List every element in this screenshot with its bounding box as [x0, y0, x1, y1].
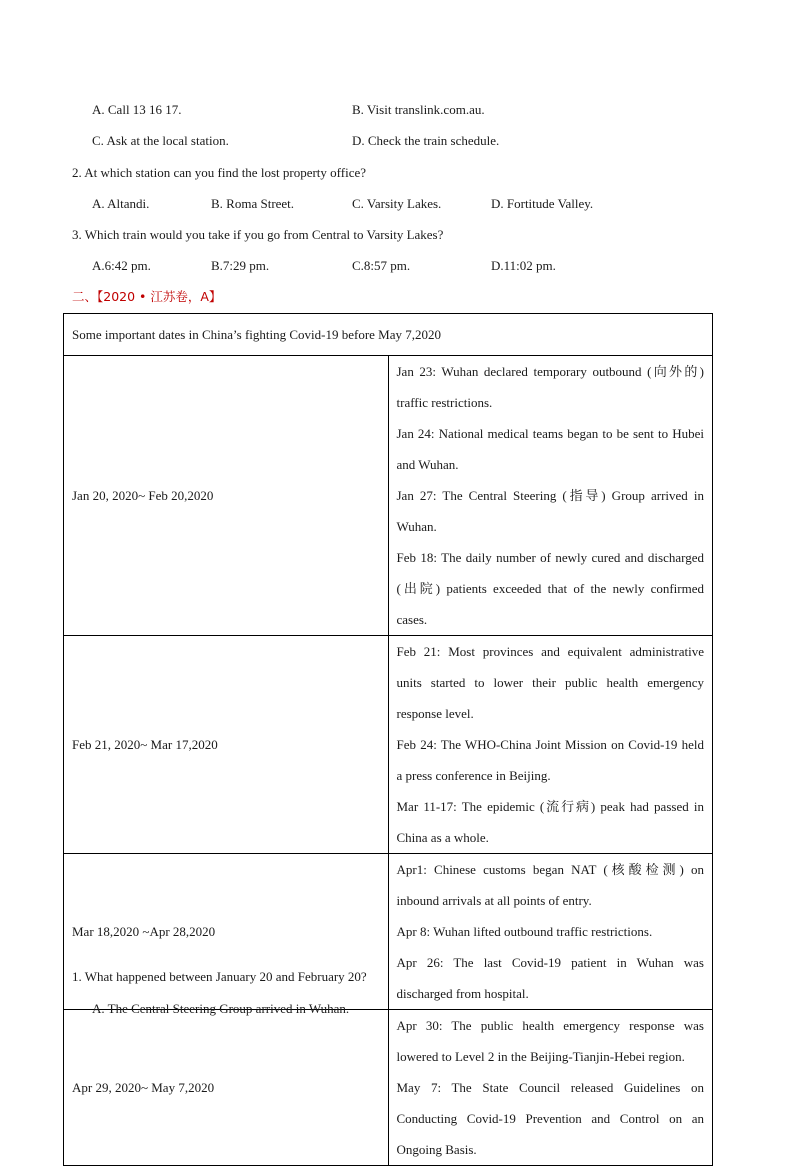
question-2-stem: 2. At which station can you find the lost property office?: [72, 165, 366, 180]
q2-option-b: B. Roma Street.: [211, 196, 295, 211]
option-b: B. Visit translink.com.au.: [352, 102, 485, 117]
q3-option-b: B.7:29 pm.: [211, 258, 270, 273]
event-item: Feb 21: Most provinces and equivalent administrative units started to lower their public health emergency response level.: [396, 644, 704, 721]
table-row: [64, 854, 713, 1010]
event-item: Feb 24: The WHO-China Joint Mission on Covid-19 held a press conference in Beijing.: [396, 737, 704, 783]
question-1-stem: 1. What happened between January 20 and February 20?: [72, 969, 367, 984]
table-caption: Some important dates in China’s fighting Covid-19 before May 7,2020: [64, 314, 713, 356]
events-cell: [388, 854, 713, 1010]
q2-option-a: A. Altandi.: [92, 196, 150, 211]
table-row: [64, 636, 713, 854]
period-cell: Jan 20, 2020~ Feb 20,2020: [64, 356, 389, 636]
event-item: Mar 11-17: The epidemic (流行病) peak had passed in China as a whole.: [396, 799, 704, 845]
q2-option-d: D. Fortitude Valley.: [491, 196, 594, 211]
event-item: Apr 8: Wuhan lifted outbound traffic restrictions.: [396, 924, 653, 939]
option-a: A. Call 13 16 17.: [92, 102, 182, 117]
event-item: Apr 30: The public health emergency response was lowered to Level 2 in the Beijing-Tianjin-Hebei region.: [396, 1018, 704, 1064]
event-item: Jan 23: Wuhan declared temporary outbound (向外的) traffic restrictions.: [396, 364, 704, 410]
q3-option-d: D.11:02 pm.: [491, 258, 556, 273]
q3-option-c: C.8:57 pm.: [352, 258, 411, 273]
period-cell: Mar 18,2020 ~Apr 28,2020: [64, 854, 389, 1010]
q2-option-c: C. Varsity Lakes.: [352, 196, 442, 211]
event-item: Feb 18: The daily number of newly cured and discharged (出院) patients exceeded that of the newly confirmed cases.: [396, 550, 704, 627]
period-cell: Apr 29, 2020~ May 7,2020: [64, 1010, 389, 1166]
period-cell: Feb 21, 2020~ Mar 17,2020: [64, 636, 389, 854]
events-cell: [388, 636, 713, 854]
event-item: Jan 27: The Central Steering (指导) Group arrived in Wuhan.: [396, 488, 704, 534]
question-3-stem: 3. Which train would you take if you go from Central to Varsity Lakes?: [72, 227, 444, 242]
section-heading: 二、【2020 • 江苏卷，A】: [72, 289, 222, 304]
table-row: [64, 356, 713, 636]
events-cell: [388, 1010, 713, 1166]
q3-option-a: A.6:42 pm.: [92, 258, 151, 273]
event-item: Jan 24: National medical teams began to be sent to Hubei and Wuhan.: [396, 426, 704, 472]
event-item: Apr 26: The last Covid-19 patient in Wuhan was discharged from hospital.: [396, 955, 704, 1001]
event-item: May 7: The State Council released Guidelines on Conducting Covid-19 Prevention and Control on an Ongoing Basis.: [396, 1080, 704, 1157]
dates-table: [63, 313, 713, 1166]
events-cell: [388, 356, 713, 636]
table-caption-row: [64, 314, 713, 356]
option-d: D. Check the train schedule.: [352, 133, 500, 148]
event-item: Apr1: Chinese customs began NAT (核酸检测) on inbound arrivals at all points of entry.: [396, 862, 704, 908]
table-row: [64, 1010, 713, 1166]
option-c: C. Ask at the local station.: [92, 133, 229, 148]
question-1-option-a: A. The Central Steering Group arrived in Wuhan.: [92, 1001, 350, 1016]
